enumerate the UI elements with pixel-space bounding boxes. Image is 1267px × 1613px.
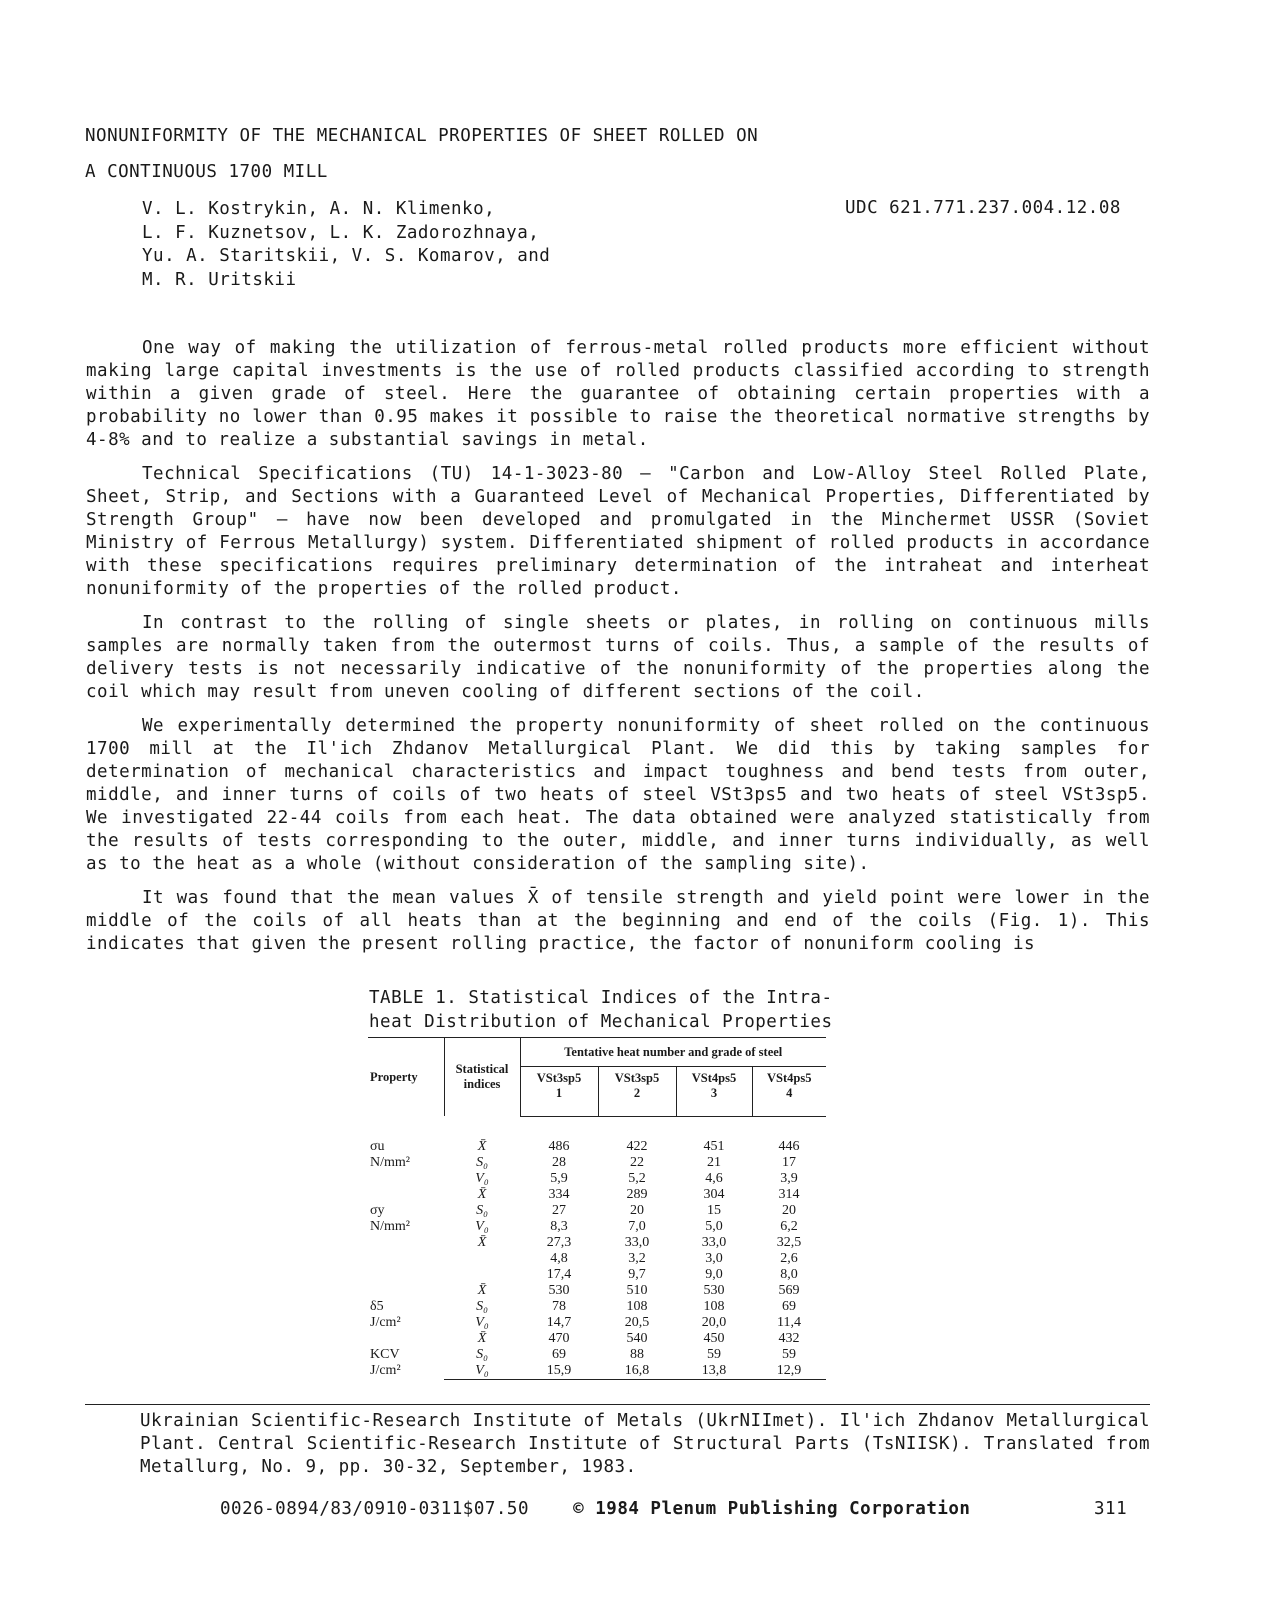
- table-caption-line-2: heat Distribution of Mechanical Properties: [369, 1011, 833, 1032]
- table-cell: 7,0: [628, 1218, 646, 1234]
- table-cell: 422: [626, 1138, 648, 1154]
- stat-index: S₀: [476, 1298, 488, 1314]
- table-caption: [369, 987, 833, 1034]
- header-grade: VSt4ps5: [691, 1071, 737, 1086]
- table-cell: 450: [703, 1330, 725, 1346]
- property-unit: N/mm²: [370, 1154, 410, 1170]
- table-row: [368, 1331, 826, 1347]
- table-cell: 8,0: [780, 1266, 798, 1282]
- table-cell: 16,8: [598, 1363, 676, 1380]
- copyright: © 1984 Plenum Publishing Corporation: [573, 1499, 971, 1519]
- header-heat-column: [598, 1067, 676, 1116]
- stat-index: S₀: [476, 1202, 488, 1218]
- property-label: [368, 1187, 444, 1235]
- table-cell: 4,6: [705, 1170, 723, 1186]
- table-cell: 12,9: [752, 1363, 826, 1380]
- udc-code: UDC 621.771.237.004.12.08: [845, 198, 1121, 218]
- table-cell: 17,4: [546, 1266, 572, 1282]
- stat-index: V₀: [475, 1170, 489, 1186]
- paragraph: One way of making the utilization of ferrous-metal rolled products more efficient without making large capital investments is the use of rolled products classified according to strength within a given grade of steel. Here the guarantee of obtaining certain properties with a probability no lower than 0.95 makes it possible to raise the theoretical normative strengths by 4-8% and to realize a substantial savings in metal.: [86, 338, 1150, 450]
- stat-index: X̄: [477, 1330, 487, 1346]
- stat-index: X̄: [477, 1138, 487, 1154]
- stat-index: V₀: [475, 1218, 489, 1234]
- header-stat-line-1: Statistical: [455, 1062, 509, 1076]
- table-cell: 432: [778, 1330, 800, 1346]
- table-cell: 540: [626, 1330, 648, 1346]
- stat-index: V₀: [444, 1363, 520, 1380]
- table-cell: 486: [548, 1138, 570, 1154]
- table-cell: 470: [548, 1330, 570, 1346]
- header-heat-number: 3: [710, 1086, 718, 1101]
- table-cell: 530: [548, 1282, 570, 1298]
- property-unit: N/mm²: [370, 1218, 410, 1234]
- table-cell: 69: [552, 1346, 566, 1362]
- property-symbol: δ5: [370, 1298, 384, 1314]
- property-symbol: σu: [370, 1138, 385, 1154]
- table-cell: 15,9: [520, 1363, 598, 1380]
- table-cell: 530: [703, 1282, 725, 1298]
- header-heat-column: [520, 1067, 598, 1116]
- table-cell: 33,0: [624, 1234, 650, 1250]
- table-cell: 3,2: [628, 1250, 646, 1266]
- article-body: [86, 337, 1150, 967]
- table-cell: 59: [782, 1346, 796, 1362]
- header-grade: VSt3sp5: [614, 1071, 660, 1086]
- property-label: [368, 1283, 444, 1331]
- table-cell: 108: [703, 1298, 725, 1314]
- table-caption-line-1: TABLE 1. Statistical Indices of the Intra-: [369, 988, 833, 1008]
- table-cell: 20,0: [701, 1314, 727, 1330]
- stat-index: X̄: [477, 1234, 487, 1250]
- table-cell: 5,2: [628, 1170, 646, 1186]
- header-statistical-indices: [444, 1038, 520, 1117]
- table-cell: 28: [552, 1154, 566, 1170]
- paragraph: Technical Specifications (TU) 14-1-3023-80 — "Carbon and Low-Alloy Steel Rolled Plate, Sheet, Strip, and Sections with a Guaranteed Level of Mechanical Properties, Differentiated by Strength Group" — have now been developed and promulgated in the Minchermet USSR (Soviet Ministry of Ferrous Metallurgy) system. Differentiated shipment of rolled products in accordance with these specifications requires preliminary determination of the intraheat and interheat nonuniformity of the properties of the rolled product.: [86, 464, 1150, 599]
- header-grade: VSt4ps5: [767, 1071, 812, 1086]
- stat-index: X̄: [477, 1186, 487, 1202]
- table-cell: 451: [703, 1138, 725, 1154]
- table-cell: 88: [630, 1346, 644, 1362]
- table-cell: 33,0: [701, 1234, 727, 1250]
- header-property: Property: [368, 1038, 444, 1117]
- table-cell: 5,9: [550, 1170, 568, 1186]
- article-title: [85, 118, 758, 190]
- header-heat-number: 2: [633, 1086, 641, 1101]
- author-line: M. R. Uritskii: [142, 269, 297, 290]
- footnote-divider: [85, 1404, 1150, 1405]
- table-cell: 22: [630, 1154, 644, 1170]
- stat-index: [444, 1267, 520, 1283]
- paragraph: We experimentally determined the property nonuniformity of sheet rolled on the continuous 1700 mill at the Il'ich Zhdanov Metallurgical Plant. We did this by taking samples for determination of mechanical characteristics and impact toughness and bend tests from outer, middle, and inner turns of coils of two heats of steel VSt3ps5 and two heats of steel VSt3sp5. We investigated 22-44 coils from each heat. The data obtained were analyzed statistically from the results of tests corresponding to the outer, middle, and inner turns individually, as well as to the heat as a whole (without consideration of the sampling site).: [86, 716, 1150, 874]
- property-label: [368, 1139, 444, 1187]
- table-row: [368, 1139, 826, 1155]
- stat-index: S₀: [476, 1154, 488, 1170]
- page-footer: [220, 1499, 970, 1519]
- table-cell: 21: [707, 1154, 721, 1170]
- title-line-1: NONUNIFORMITY OF THE MECHANICAL PROPERTIES OF SHEET ROLLED ON: [85, 126, 759, 146]
- header-grade: VSt3sp5: [536, 1071, 582, 1086]
- header-heat-column: [676, 1067, 752, 1116]
- table-cell: 13,8: [676, 1363, 752, 1380]
- title-line-2: A CONTINUOUS 1700 MILL: [85, 162, 328, 182]
- article-code: 0026-0894/83/0910-0311$07.50: [220, 1499, 530, 1519]
- table-row: [368, 1187, 826, 1203]
- statistics-table: [368, 1037, 826, 1380]
- table-cell: 32,5: [776, 1234, 802, 1250]
- table-cell: 304: [703, 1186, 725, 1202]
- table-cell: 27: [552, 1202, 566, 1218]
- header-heat-number: 1: [555, 1086, 563, 1101]
- table-row: [368, 1235, 826, 1251]
- author-line: V. L. Kostrykin, A. N. Klimenko,: [142, 199, 496, 219]
- property-symbol: σy: [370, 1202, 385, 1218]
- table-cell: 289: [626, 1186, 648, 1202]
- table-cell: 14,7: [546, 1314, 572, 1330]
- table-cell: 569: [778, 1282, 800, 1298]
- header-tentative-heat: Tentative heat number and grade of steel: [520, 1038, 826, 1067]
- table-cell: 15: [707, 1202, 721, 1218]
- paragraph: It was found that the mean values X̄ of tensile strength and yield point were lower in the middle of the coils of all heats than at the beginning and end of the coils (Fig. 1). This indicates that given the present rolling practice, the factor of nonuniform cooling is: [86, 888, 1150, 954]
- table-cell: 69: [782, 1298, 796, 1314]
- table-cell: 3,0: [705, 1250, 723, 1266]
- table-cell: 6,2: [780, 1218, 798, 1234]
- author-line: Yu. A. Staritskii, V. S. Komarov, and: [142, 246, 551, 266]
- stat-index: V₀: [475, 1314, 489, 1330]
- stat-index: [444, 1251, 520, 1267]
- table-cell: 20: [630, 1202, 644, 1218]
- paragraph: In contrast to the rolling of single sheets or plates, in rolling on continuous mills samples are normally taken from the outermost turns of coils. Thus, a sample of the results of delivery tests is not necessarily indicative of the nonuniformity of the properties along the coil which may result from uneven cooling of different sections of the coil.: [86, 613, 1150, 702]
- header-heat-number: 4: [786, 1086, 793, 1101]
- table-cell: 9,0: [705, 1266, 723, 1282]
- property-label: [368, 1331, 444, 1380]
- table-cell: 78: [552, 1298, 566, 1314]
- table-cell: 510: [626, 1282, 648, 1298]
- table-cell: 8,3: [550, 1218, 568, 1234]
- property-unit: J/cm²: [370, 1314, 401, 1330]
- table-cell: 3,9: [780, 1170, 798, 1186]
- header-heat-column: [752, 1067, 826, 1116]
- property-symbol: KCV: [370, 1346, 400, 1362]
- property-unit: J/cm²: [370, 1362, 401, 1378]
- table-row: [368, 1283, 826, 1299]
- table-cell: 446: [778, 1138, 800, 1154]
- page-number: 311: [1094, 1499, 1128, 1519]
- table-cell: 17: [782, 1154, 796, 1170]
- affiliation-footnote: Ukrainian Scientific-Research Institute of Metals (UkrNIImet). Il'ich Zhdanov Metallurgical Plant. Central Scientific-Research Institute of Structural Parts (TsNIISK). Translated from Metallurg, No. 9, pp. 30-32, September, 1983.: [140, 1411, 1150, 1477]
- table-cell: 4,8: [550, 1250, 568, 1266]
- table-cell: 20: [782, 1202, 796, 1218]
- author-line: L. F. Kuznetsov, L. K. Zadorozhnaya,: [142, 222, 540, 243]
- table-cell: 9,7: [628, 1266, 646, 1282]
- property-label: [368, 1235, 444, 1283]
- table-cell: 27,3: [546, 1234, 572, 1250]
- stat-index: X̄: [477, 1282, 487, 1298]
- table-cell: 59: [707, 1346, 721, 1362]
- table-cell: 2,6: [780, 1250, 798, 1266]
- table-cell: 334: [548, 1186, 570, 1202]
- table-cell: 108: [626, 1298, 648, 1314]
- stat-index: S₀: [476, 1346, 488, 1362]
- header-stat-line-2: indices: [463, 1077, 501, 1091]
- author-list: [142, 198, 550, 292]
- table-cell: 5,0: [705, 1218, 723, 1234]
- table-cell: 314: [778, 1186, 800, 1202]
- table-cell: 11,4: [777, 1314, 801, 1330]
- table-cell: 20,5: [624, 1314, 650, 1330]
